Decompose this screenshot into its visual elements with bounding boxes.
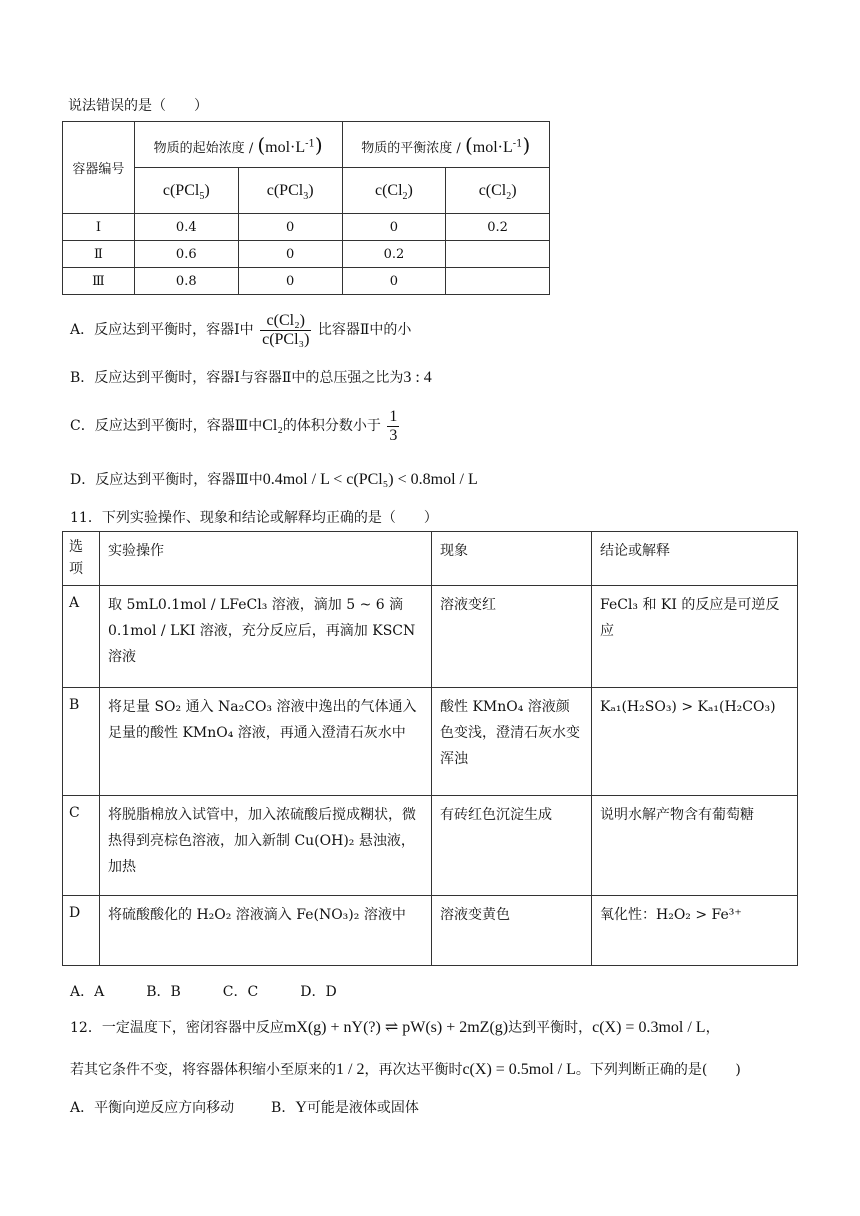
cell: 0 [342, 214, 446, 241]
q12-option-a: A．平衡向逆反应方向移动 [70, 1100, 235, 1116]
table-row [63, 688, 798, 796]
cell: 0 [238, 214, 342, 241]
cell: 0.8 [134, 268, 238, 295]
question-11-choices: A．A B．B C．C D．D [70, 984, 337, 1000]
question-intro: 说法错误的是（ ） [68, 98, 208, 114]
row-operation: 将脱脂棉放入试管中，加入浓硫酸后搅成糊状，微热得到亮棕色溶液，加入新制 Cu(OH)₂ 悬浊液，加热 [100, 796, 432, 896]
table-row [63, 796, 798, 896]
container-header: 容器编号 [63, 122, 135, 214]
row-option: B [63, 688, 100, 796]
option-b: B．反应达到平衡时，容器Ⅰ与容器Ⅱ中的总压强之比为3 : 4 [70, 369, 432, 386]
header-phenomenon: 现象 [432, 532, 592, 586]
header-operation: 实验操作 [100, 532, 432, 586]
table-row [63, 241, 550, 268]
cell: 0.6 [134, 241, 238, 268]
fraction: $\frac{\text{c(Cl₂)}}{\text{c(PCl₃)}}$ [262, 311, 310, 348]
option-d: D．反应达到平衡时，容器Ⅲ中0.4mol / L < c(PCl₅) < 0.8mol / L [70, 471, 478, 488]
row-phenomenon: 有砖红色沉淀生成 [432, 796, 592, 896]
table-row [63, 896, 798, 966]
row-phenomenon: 酸性 KMnO₄ 溶液颜色变浅，澄清石灰水变浑浊 [432, 688, 592, 796]
cell: 0.4 [134, 214, 238, 241]
question-12-line1: 12．一定温度下，密闭容器中反应mX(g) + nY(?) ⇌ pW(s) + 2mZ(g)达到平衡时，c(X) = 0.3mol / L， [70, 1019, 720, 1036]
row-id: Ⅱ [63, 241, 135, 268]
equilibrium-conc-header: 物质的平衡浓度 / $(mol\cdot L^{-1})$ [342, 122, 549, 168]
row-option: A [63, 586, 100, 688]
initial-conc-header: 物质的起始浓度 / $(mol\cdot L^{-1})$ [134, 122, 342, 168]
row-option: D [63, 896, 100, 966]
row-phenomenon: 溶液变黄色 [432, 896, 592, 966]
cell [446, 268, 550, 295]
option-a: A．反应达到平衡时，容器Ⅰ中 $\frac{\text{c(Cl₂)}}{\text{c(PCl₃)}}$ 比容器Ⅱ中的小 [70, 311, 412, 348]
experiment-table [62, 531, 798, 966]
row-conclusion: 氧化性：H₂O₂ > Fe³⁺ [592, 896, 798, 966]
question-12-options [70, 1098, 419, 1118]
row-conclusion: 说明水解产物含有葡萄糖 [592, 796, 798, 896]
row-conclusion: FeCl₃ 和 KI 的反应是可逆反应 [592, 586, 798, 688]
cell [446, 241, 550, 268]
cell: 0.2 [446, 214, 550, 241]
row-id: Ⅰ [63, 214, 135, 241]
option-c: C．反应达到平衡时，容器Ⅲ中Cl₂的体积分数小于 $\frac{1}{3}$ [70, 407, 398, 444]
header-c-cl2-eq: $c(Cl_2)$ [342, 168, 446, 214]
row-phenomenon: 溶液变红 [432, 586, 592, 688]
table-row [63, 586, 798, 688]
header-option: 选项 [63, 532, 100, 586]
header-c-cl2-eq2: $c(Cl_2)$ [446, 168, 550, 214]
header-c-pcl3: c(PCl$_3$) [238, 168, 342, 214]
row-operation: 将硫酸酸化的 H₂O₂ 溶液滴入 Fe(NO₃)₂ 溶液中 [100, 896, 432, 966]
cell: 0 [238, 241, 342, 268]
header-c-pcl5: c(PCl$_5$) [134, 168, 238, 214]
question-11-stem: 11．下列实验操作、现象和结论或解释均正确的是（ ） [70, 510, 438, 526]
cell: 0.2 [342, 241, 446, 268]
table-row [63, 214, 550, 241]
cell: 0 [342, 268, 446, 295]
concentration-table [62, 121, 550, 295]
header-conclusion: 结论或解释 [592, 532, 798, 586]
row-operation: 取 5mL0.1mol / LFeCl₃ 溶液，滴加 5 ~ 6 滴 0.1mol / LKI 溶液，充分反应后，再滴加 KSCN 溶液 [100, 586, 432, 688]
row-conclusion: Kₐ₁(H₂SO₃) > Kₐ₁(H₂CO₃) [592, 688, 798, 796]
q12-option-b: B．Y可能是液体或固体 [271, 1099, 419, 1116]
fraction: $\frac{1}{3}$ [389, 407, 398, 444]
row-id: Ⅲ [63, 268, 135, 295]
row-operation: 将足量 SO₂ 通入 Na₂CO₃ 溶液中逸出的气体通入足量的酸性 KMnO₄ 溶液，再通入澄清石灰水中 [100, 688, 432, 796]
question-12-line2: 若其它条件不变，将容器体积缩小至原来的1 / 2，再次达平衡时c(X) = 0.5mol / L。下列判断正确的是( ) [70, 1061, 741, 1078]
table-row [63, 268, 550, 295]
cell: 0 [238, 268, 342, 295]
row-option: C [63, 796, 100, 896]
